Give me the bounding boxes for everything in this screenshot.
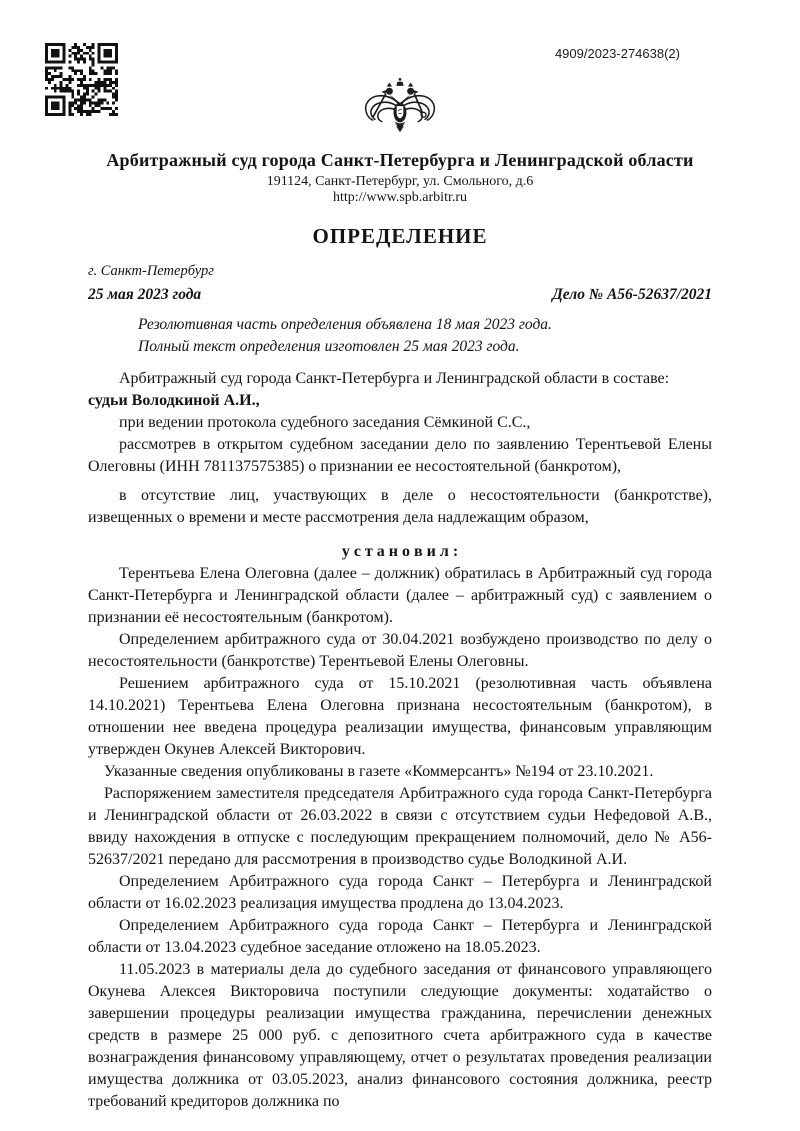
- body-paragraph: Решением арбитражного суда от 15.10.2021 (резолютивная часть объявлена 14.10.2021) Терентьева Елена Олеговна признана несостоятельным (банкротом), в отношении нее введена процедура реализации имущества, финансовым управляющим утвержден Окунев Алексей Викторович.: [88, 675, 712, 758]
- body-paragraph: Терентьева Елена Олеговна (далее – должник) обратилась в Арбитражный суд города Санкт-Петербурга и Ленинградской области (далее – арбитражный суд) с заявлением о признании её несостоятельным (банкротом).: [88, 565, 712, 626]
- body-paragraph: Указанные сведения опубликованы в газете «Коммерсантъ» №194 от 23.10.2021.: [104, 763, 654, 780]
- body-paragraph: Определением Арбитражного суда города Санкт – Петербурга и Ленинградской области от 16.02.2023 реализация имущества продлена до 13.04.2023.: [88, 873, 712, 912]
- court-address: 191124, Санкт-Петербург, ул. Смольного, д.6: [266, 174, 534, 189]
- judge-line: судьи Володкиной А.И.,: [88, 392, 260, 409]
- meta-block: [88, 261, 712, 358]
- document-number: 4909/2023-274638(2): [554, 46, 680, 61]
- full-text-line: Полный текст определения изготовлен 25 мая 2023 года.: [138, 338, 520, 355]
- secretary-line: при ведении протокола судебного заседания Сёмкиной С.С.,: [119, 414, 531, 431]
- date-line: 25 мая 2023 года: [88, 286, 202, 303]
- document-body: [88, 368, 712, 1113]
- document-title: ОПРЕДЕЛЕНИЕ: [312, 224, 488, 248]
- body-paragraph: Определением арбитражного суда от 30.04.2021 возбуждено производство по делу о несостоятельности (банкротстве) Терентьевой Елены Олеговны.: [88, 631, 712, 670]
- case-number: Дело № А56-52637/2021: [552, 286, 712, 303]
- ustanovil-heading: у с т а н о в и л :: [341, 543, 459, 560]
- body-paragraph: Определением Арбитражного суда города Санкт – Петербурга и Ленинградской области от 13.04.2023 судебное заседание отложено на 18.05.2023.: [88, 917, 712, 956]
- coat-of-arms-icon: [0, 76, 800, 149]
- absence-line: в отсутствие лиц, участвующих в деле о несостоятельности (банкротстве), извещенных о времени и месте рассмотрения дела надлежащим образом,: [88, 487, 712, 526]
- court-website: http://www.spb.arbitr.ru: [332, 190, 468, 205]
- composition-intro: Арбитражный суд города Санкт-Петербурга и Ленинградской области в составе:: [119, 370, 670, 387]
- resolutive-part-line: Резолютивная часть определения объявлена 18 мая 2023 года.: [138, 316, 552, 333]
- case-review-line: рассмотрев в открытом судебном заседании дело по заявлению Терентьевой Елены Олеговны (ИНН 781137575385) о признании ее несостоятельной (банкротом),: [88, 436, 712, 475]
- body-paragraph: 11.05.2023 в материалы дела до судебного заседания от финансового управляющего Окунева Алексея Викторовича поступили следующие документы: ходатайство о завершении процедуры реализации имущества гражданина, перечислении денежных средств в размере 25 000 руб. с депозитного счета арбитражного суда в качестве вознаграждения финансовому управляющему, отчет о результатах проведения реализации имущества должника от 03.05.2023, анализ финансового состояния должника, реестр требований кредиторов должника по: [88, 961, 712, 1110]
- place-line: г. Санкт-Петербург: [88, 263, 214, 279]
- court-name: Арбитражный суд города Санкт-Петербурга и Ленинградской области: [106, 150, 694, 170]
- body-paragraph: Распоряжением заместителя председателя Арбитражного суда города Санкт-Петербурга и Ленинградской области от 26.03.2022 в связи с отсутствием судьи Нефедовой А.В., ввиду нахождения в отпуске с последующим прекращением полномочий, дело № А56-52637/2021 передано для рассмотрения в производство судье Володкиной А.И.: [88, 785, 712, 868]
